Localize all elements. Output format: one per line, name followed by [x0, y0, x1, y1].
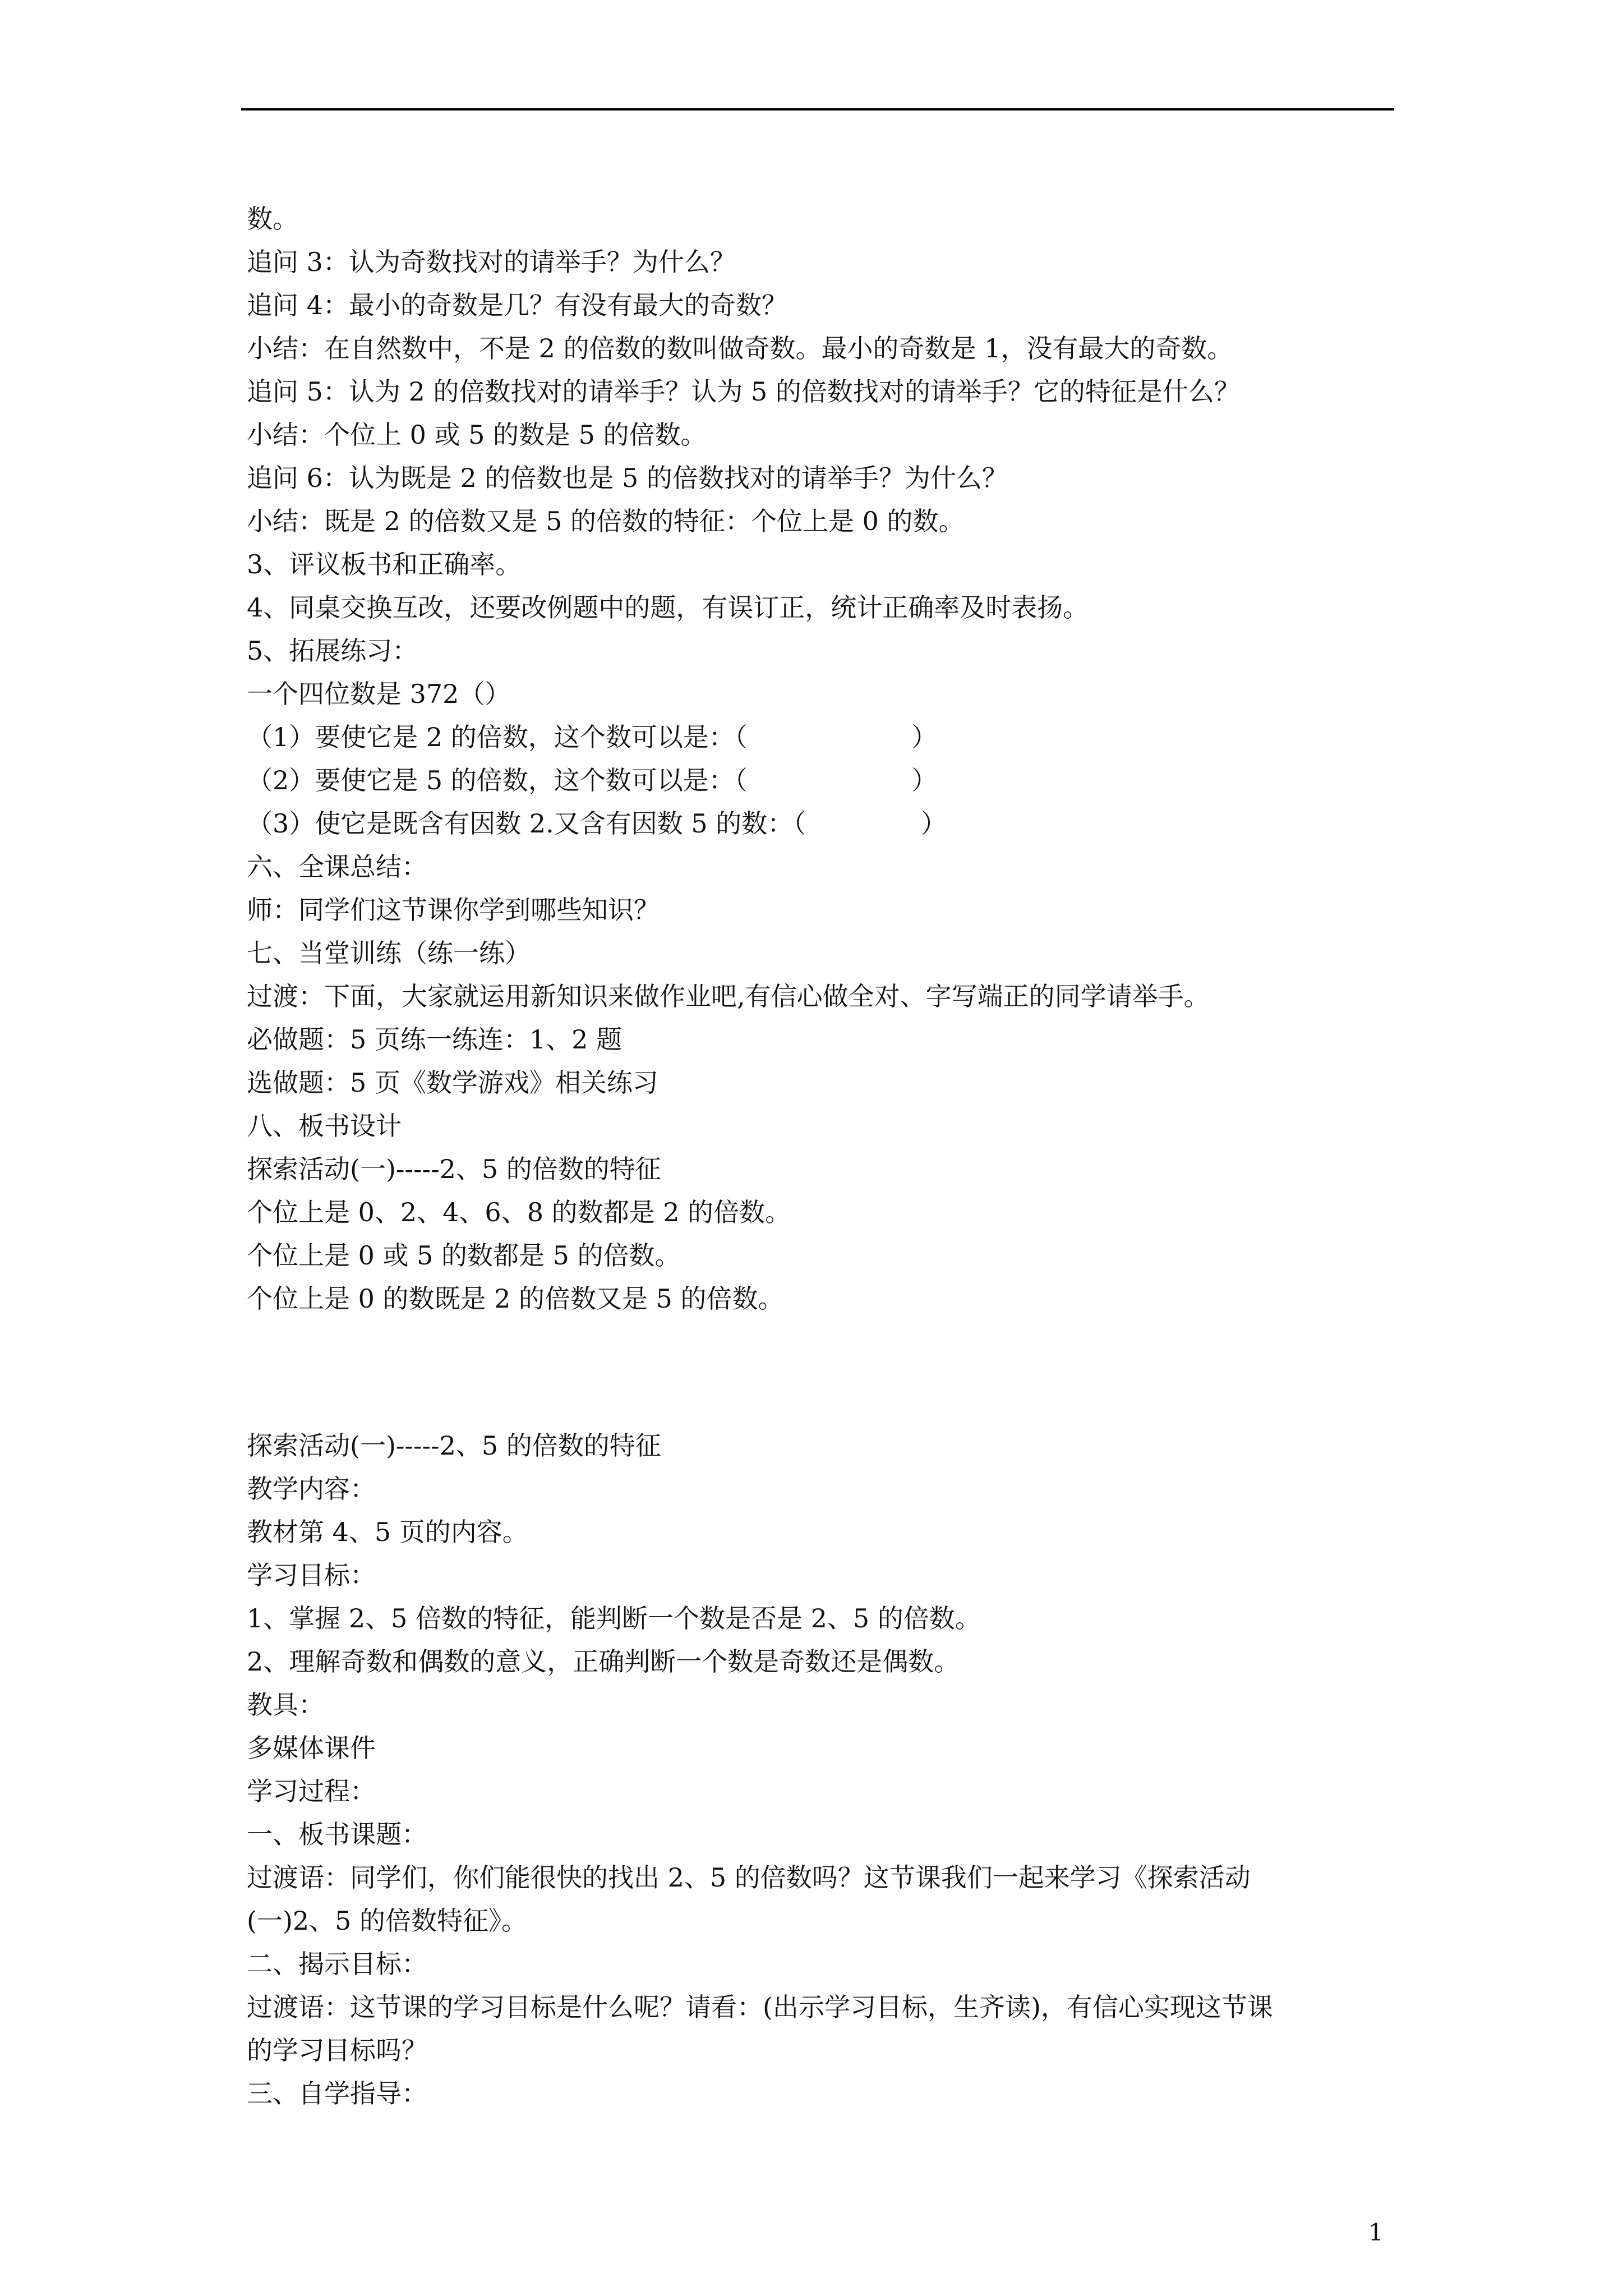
text-line: 过渡语：同学们，你们能很快的找出 2、5 的倍数吗？这节课我们一起来学习《探索活动	[247, 1862, 1251, 1893]
text-line: 追问 3：认为奇数找对的请举手？为什么？	[247, 247, 736, 277]
text-line: 个位上是 0、2、4、6、8 的数都是 2 的倍数。	[247, 1197, 791, 1227]
text-line: 教具：	[247, 1690, 324, 1720]
text-line: 小结：个位上 0 或 5 的数是 5 的倍数。	[247, 420, 707, 450]
text-line: (一)2、5 的倍数特征》。	[247, 1906, 528, 1936]
document-body	[247, 197, 1396, 2115]
header-rule	[241, 108, 1394, 111]
text-line: 一个四位数是 372（）	[247, 679, 511, 709]
text-line: 学习目标：	[247, 1560, 376, 1590]
text-line: 过渡语：这节课的学习目标是什么呢？请看：(出示学习目标，生齐读)，有信心实现这节课	[247, 1992, 1273, 2022]
text-line: 个位上是 0 或 5 的数都是 5 的倍数。	[247, 1240, 681, 1271]
text-line: 追问 4：最小的奇数是几？有没有最大的奇数？	[247, 290, 787, 320]
text-line: 师：同学们这节课你学到哪些知识？	[247, 895, 660, 925]
text-line: （3）使它是既含有因数 2.又含有因数 5 的数：（ ）	[247, 808, 947, 839]
text-line: 1、掌握 2、5 倍数的特征，能判断一个数是否是 2、5 的倍数。	[247, 1603, 981, 1634]
text-line: 二、揭示目标：	[247, 1949, 427, 1979]
section-gap	[247, 1320, 1396, 1424]
text-line: 过渡：下面，大家就运用新知识来做作业吧,有信心做全对、字写端正的同学请举手。	[247, 981, 1210, 1011]
text-line: 小结：在自然数中，不是 2 的倍数的数叫做奇数。最小的奇数是 1，没有最大的奇数。	[247, 333, 1233, 364]
text-line: 教材第 4、5 页的内容。	[247, 1517, 528, 1547]
text-line: 小结：既是 2 的倍数又是 5 的倍数的特征：个位上是 0 的数。	[247, 506, 965, 536]
section-one	[247, 197, 1396, 1320]
text-line: （2）要使它是 5 的倍数，这个数可以是：（ ）	[247, 765, 938, 795]
text-line: 三、自学指导：	[247, 2078, 427, 2109]
page-number: 1	[1368, 2219, 1384, 2246]
text-line: 追问 6：认为既是 2 的倍数也是 5 的倍数找对的请举手？为什么？	[247, 463, 1008, 493]
text-line: 的学习目标吗？	[247, 2035, 427, 2065]
text-line: 个位上是 0 的数既是 2 的倍数又是 5 的倍数。	[247, 1283, 784, 1314]
text-line: 3、评议板书和正确率。	[247, 549, 522, 579]
text-line: 七、当堂训练（练一练）	[247, 938, 531, 968]
text-line: 2、理解奇数和偶数的意义，正确判断一个数是奇数还是偶数。	[247, 1646, 960, 1677]
text-line: 学习过程：	[247, 1776, 376, 1806]
text-line: 六、全课总结：	[247, 852, 427, 882]
text-line: 一、板书课题：	[247, 1819, 427, 1849]
text-line: 选做题：5 页《数学游戏》相关练习	[247, 1068, 658, 1098]
section-two	[247, 1424, 1396, 2115]
text-line: 追问 5：认为 2 的倍数找对的请举手？认为 5 的倍数找对的请举手？它的特征是什么？	[247, 376, 1240, 407]
text-line: 八、板书设计	[247, 1111, 402, 1141]
text-line: 教学内容：	[247, 1474, 376, 1504]
text-line: 探索活动(一)-----2、5 的倍数的特征	[247, 1430, 661, 1461]
text-line: 4、同桌交换互改，还要改例题中的题，有误订正，统计正确率及时表扬。	[247, 592, 1089, 623]
text-line: （1）要使它是 2 的倍数，这个数可以是：（ ）	[247, 722, 938, 752]
text-line: 探索活动(一)-----2、5 的倍数的特征	[247, 1154, 661, 1184]
text-line: 数。	[247, 204, 298, 234]
text-line: 5、拓展练习：	[247, 636, 418, 666]
text-line: 多媒体课件	[247, 1733, 376, 1763]
text-line: 必做题：5 页练一练连：1、2 题	[247, 1024, 623, 1055]
